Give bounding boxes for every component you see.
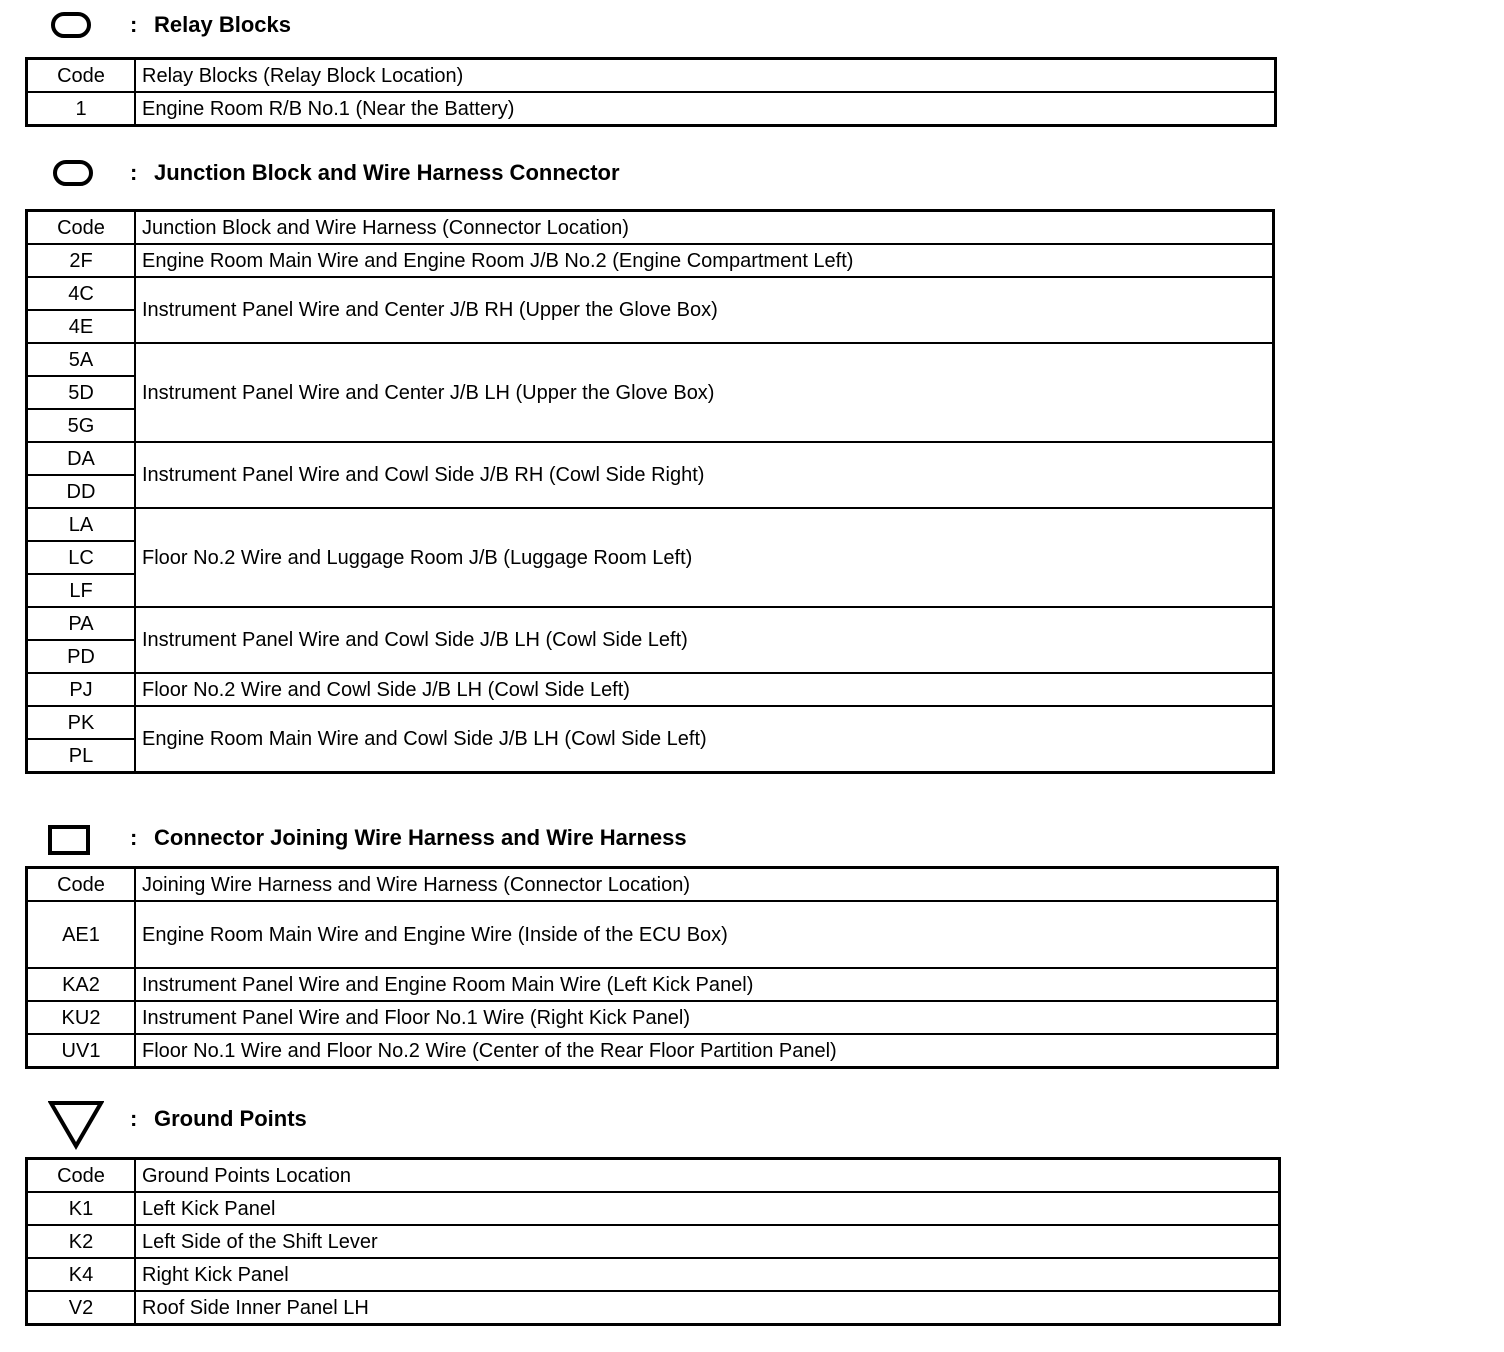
code-cell: 4C	[27, 277, 136, 310]
code-cell: K4	[27, 1258, 136, 1291]
code-cell: UV1	[27, 1034, 136, 1068]
location-cell: Instrument Panel Wire and Floor No.1 Wire (Right Kick Panel)	[135, 1001, 1278, 1034]
location-cell: Engine Room Main Wire and Engine Wire (Inside of the ECU Box)	[135, 901, 1278, 968]
location-cell: Engine Room R/B No.1 (Near the Battery)	[135, 92, 1276, 126]
code-cell: KA2	[27, 968, 136, 1001]
code-cell: DD	[27, 475, 136, 508]
code-cell: KU2	[27, 1001, 136, 1034]
table-row	[27, 277, 1274, 310]
table-row	[27, 673, 1274, 706]
junction-block-table	[25, 209, 1275, 774]
connector-table	[25, 866, 1279, 1069]
header-code: Code	[27, 59, 136, 93]
table-row	[27, 607, 1274, 640]
code-cell: 5G	[27, 409, 136, 442]
connector-heading	[0, 823, 1300, 863]
code-cell: PK	[27, 706, 136, 739]
location-cell: Floor No.2 Wire and Luggage Room J/B (Luggage Room Left)	[135, 508, 1274, 607]
ground-points-table	[25, 1157, 1281, 1326]
heading-colon: :	[130, 1106, 138, 1131]
table-row	[27, 1192, 1280, 1225]
header-location: Joining Wire Harness and Wire Harness (Connector Location)	[135, 868, 1278, 902]
table-row	[27, 1001, 1278, 1034]
code-cell: PD	[27, 640, 136, 673]
code-cell: PJ	[27, 673, 136, 706]
code-cell: LC	[27, 541, 136, 574]
location-cell: Instrument Panel Wire and Engine Room Main Wire (Left Kick Panel)	[135, 968, 1278, 1001]
table-row	[27, 1291, 1280, 1325]
location-cell: Instrument Panel Wire and Cowl Side J/B LH (Cowl Side Left)	[135, 607, 1274, 673]
location-cell: Instrument Panel Wire and Cowl Side J/B RH (Cowl Side Right)	[135, 442, 1274, 508]
location-cell: Floor No.1 Wire and Floor No.2 Wire (Center of the Rear Floor Partition Panel)	[135, 1034, 1278, 1068]
section-title: Junction Block and Wire Harness Connector	[154, 160, 620, 185]
location-cell: Left Kick Panel	[135, 1192, 1280, 1225]
table-row	[27, 343, 1274, 376]
table-row	[27, 1034, 1278, 1068]
rounded-rect-icon	[53, 160, 93, 186]
code-cell: 1	[27, 92, 136, 126]
code-cell: PL	[27, 739, 136, 773]
location-cell: Engine Room Main Wire and Cowl Side J/B LH (Cowl Side Left)	[135, 706, 1274, 773]
table-header-row	[27, 868, 1278, 902]
heading-colon: :	[130, 160, 138, 185]
code-cell: LF	[27, 574, 136, 607]
ground-points-heading	[0, 1100, 1300, 1140]
header-location: Junction Block and Wire Harness (Connector Location)	[135, 211, 1274, 245]
table-row	[27, 508, 1274, 541]
section-title: Ground Points	[154, 1106, 307, 1131]
relay-blocks-heading	[0, 10, 1300, 50]
section-title: Relay Blocks	[154, 12, 291, 37]
table-row	[27, 244, 1274, 277]
table-row	[27, 442, 1274, 475]
table-header-row	[27, 211, 1274, 245]
code-cell: 5D	[27, 376, 136, 409]
table-row	[27, 706, 1274, 739]
location-cell: Left Side of the Shift Lever	[135, 1225, 1280, 1258]
code-cell: AE1	[27, 901, 136, 968]
triangle-down-icon	[48, 1100, 104, 1150]
table-row	[27, 901, 1278, 968]
location-cell: Roof Side Inner Panel LH	[135, 1291, 1280, 1325]
header-location: Relay Blocks (Relay Block Location)	[135, 59, 1276, 93]
code-cell: K1	[27, 1192, 136, 1225]
code-cell: V2	[27, 1291, 136, 1325]
location-cell: Floor No.2 Wire and Cowl Side J/B LH (Cowl Side Left)	[135, 673, 1274, 706]
rectangle-icon	[48, 825, 90, 855]
location-cell: Engine Room Main Wire and Engine Room J/B No.2 (Engine Compartment Left)	[135, 244, 1274, 277]
table-header-row	[27, 59, 1276, 93]
code-cell: 4E	[27, 310, 136, 343]
location-cell: Instrument Panel Wire and Center J/B LH (Upper the Glove Box)	[135, 343, 1274, 442]
code-cell: DA	[27, 442, 136, 475]
junction-block-heading	[0, 158, 1300, 198]
header-code: Code	[27, 868, 136, 902]
code-cell: 5A	[27, 343, 136, 376]
location-cell: Right Kick Panel	[135, 1258, 1280, 1291]
code-cell: 2F	[27, 244, 136, 277]
rounded-rect-icon	[51, 12, 91, 38]
table-row	[27, 92, 1276, 126]
header-location: Ground Points Location	[135, 1159, 1280, 1193]
heading-colon: :	[130, 12, 138, 37]
code-cell: LA	[27, 508, 136, 541]
table-row	[27, 1258, 1280, 1291]
code-cell: PA	[27, 607, 136, 640]
section-title: Connector Joining Wire Harness and Wire Harness	[154, 825, 687, 850]
relay-blocks-table	[25, 57, 1277, 127]
code-cell: K2	[27, 1225, 136, 1258]
location-cell: Instrument Panel Wire and Center J/B RH (Upper the Glove Box)	[135, 277, 1274, 343]
header-code: Code	[27, 211, 136, 245]
header-code: Code	[27, 1159, 136, 1193]
table-row	[27, 1225, 1280, 1258]
table-header-row	[27, 1159, 1280, 1193]
heading-colon: :	[130, 825, 138, 850]
table-row	[27, 968, 1278, 1001]
